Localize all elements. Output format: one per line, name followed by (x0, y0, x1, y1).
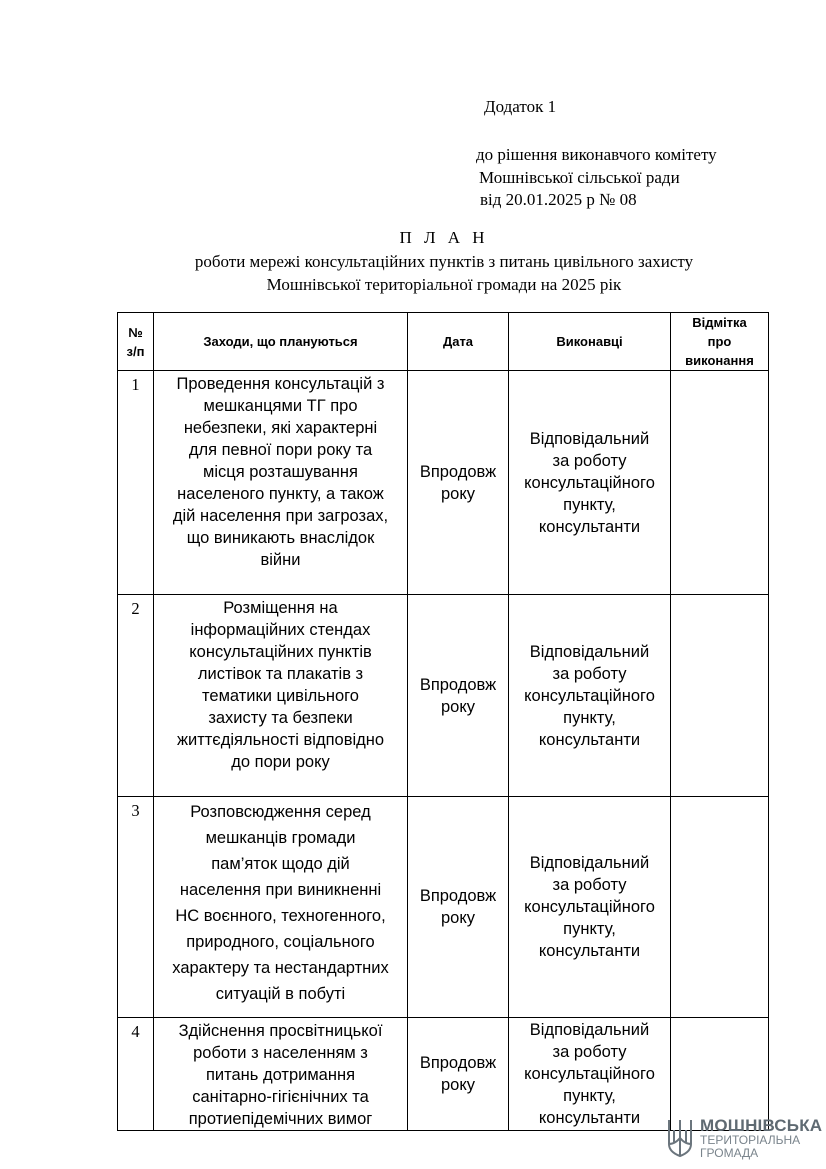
row-executor (509, 797, 671, 1018)
table-row (118, 371, 769, 595)
date-line: Впродовж (419, 462, 497, 481)
logo-word-2: ТЕРИТОРІАЛЬНА (700, 1133, 801, 1147)
header-number-line: з/п (126, 343, 145, 359)
table-row (118, 595, 769, 797)
appendix-label: Додаток 1 (484, 97, 557, 116)
header-mark-line: Відмітка (692, 315, 747, 330)
table-row (118, 797, 769, 1018)
appendix-line-3: від 20.01.2025 р № 08 (480, 190, 637, 209)
measure-line: протиепідемічних вимог (188, 1110, 373, 1128)
executor-line: консультанти (538, 730, 641, 749)
executor-line: консультаційного (524, 686, 655, 705)
plan-subtitle-line-1: роботи мережі консультаційних пунктів з питань цивільного захисту (194, 252, 694, 271)
executor-line: консультанти (538, 1109, 641, 1127)
header-mark-line: виконання (685, 353, 754, 368)
executor-line: Відповідальний (529, 854, 650, 872)
row-measure (154, 371, 408, 595)
measure-line: місця розташування (203, 463, 358, 481)
executor-line: консультанти (538, 942, 641, 960)
executor-line: пункту, (563, 1087, 616, 1105)
row-date (408, 1018, 509, 1131)
trident-icon (666, 1116, 694, 1160)
executor-line: за роботу (552, 876, 627, 894)
header-number (118, 313, 154, 371)
date-line: року (440, 697, 475, 716)
measure-line: Проведення консультацій з (176, 375, 385, 393)
row-measure (154, 595, 408, 797)
header-number-line: № (128, 324, 143, 340)
logo-word-1: МОШНІВСЬКА (700, 1116, 823, 1135)
measure-line: небезпеки, які характерні (183, 419, 378, 437)
measure-line: НС воєнного, техногенного, (175, 907, 386, 925)
measure-line: Здійснення просвітницької (178, 1022, 383, 1040)
measure-line: характеру та нестандартних (172, 959, 389, 977)
measure-line: населеного пункту, а також (177, 485, 384, 503)
date-line: року (440, 1076, 475, 1094)
community-logo (666, 1114, 826, 1164)
measure-line: ситуацій в побуті (215, 985, 346, 1003)
executor-line: консультаційного (524, 473, 655, 492)
date-line: року (440, 484, 475, 503)
row-completion-mark (671, 371, 769, 595)
measure-line: санітарно-гігієнічних та (192, 1088, 369, 1106)
measure-line: питань дотримання (205, 1066, 356, 1084)
executor-line: Відповідальний (529, 642, 650, 661)
measure-line: Розміщення на (223, 599, 338, 617)
row-date (408, 595, 509, 797)
row-date (408, 371, 509, 595)
date-line: Впродовж (419, 675, 497, 694)
executor-line: за роботу (552, 451, 627, 470)
executor-line: пункту, (563, 708, 616, 727)
row-number: 2 (118, 595, 154, 797)
appendix-line-1: до рішення виконавчого комітету (476, 145, 717, 164)
row-number: 4 (118, 1018, 154, 1131)
executor-line: пункту, (563, 495, 616, 514)
plan-subtitle-line-2: Мошнівської територіальної громади на 2025 рік (266, 275, 622, 294)
header-mark-line: про (707, 334, 732, 349)
measure-line: пам’яток щодо дій (211, 855, 350, 873)
executor-line: консультаційного (524, 1065, 655, 1083)
header-measures: Заходи, що плануються (154, 313, 408, 371)
measure-line: війни (260, 551, 301, 569)
measure-line: населення при виникненні (179, 881, 382, 899)
measure-line: інформаційних стендах (190, 621, 371, 639)
measure-line: природного, соціального (186, 933, 375, 951)
executor-line: консультаційного (524, 898, 655, 916)
header-executors: Виконавці (509, 313, 671, 371)
measure-line: до пори року (231, 753, 330, 771)
measure-line: для певної пори року та (188, 441, 373, 459)
measure-line: Розповсюдження серед (190, 803, 371, 821)
row-date (408, 797, 509, 1018)
measure-line: листівок та плакатів з (197, 665, 364, 683)
measure-line: мешканцями ТГ про (203, 397, 358, 415)
date-line: Впродовж (419, 1054, 497, 1072)
measure-line: тематики цивільного (202, 687, 359, 705)
row-number: 1 (118, 371, 154, 595)
measure-line: що виникають внаслідок (186, 529, 375, 547)
plan-title: П Л А Н (399, 228, 489, 247)
row-executor (509, 1018, 671, 1131)
date-line: року (440, 909, 475, 927)
measure-line: життєдіяльності відповідно (176, 731, 385, 749)
row-completion-mark (671, 797, 769, 1018)
row-number: 3 (118, 797, 154, 1018)
row-executor (509, 371, 671, 595)
appendix-reference (476, 144, 717, 212)
row-completion-mark (671, 595, 769, 797)
measure-line: дій населення при загрозах, (172, 507, 389, 525)
header-completion-mark (671, 313, 769, 371)
executor-line: пункту, (563, 920, 616, 938)
logo-word-3: ГРОМАДА (700, 1146, 759, 1160)
measure-line: роботи з населенням з (193, 1044, 368, 1062)
measure-line: мешканців громади (205, 829, 356, 847)
row-measure (154, 1018, 408, 1131)
header-date: Дата (408, 313, 509, 371)
executor-line: консультанти (538, 517, 641, 536)
executor-line: Відповідальний (529, 1021, 650, 1039)
appendix-line-2: Мошнівської сільської ради (479, 167, 680, 187)
measure-line: захисту та безпеки (208, 709, 353, 727)
table-header-row (118, 313, 769, 371)
executor-line: Відповідальний (529, 429, 650, 448)
executor-line: за роботу (552, 1043, 627, 1061)
plan-table (117, 312, 769, 1131)
date-line: Впродовж (419, 887, 497, 905)
row-measure (154, 797, 408, 1018)
executor-line: за роботу (552, 664, 627, 683)
row-executor (509, 595, 671, 797)
measure-line: консультаційних пунктів (189, 643, 372, 661)
